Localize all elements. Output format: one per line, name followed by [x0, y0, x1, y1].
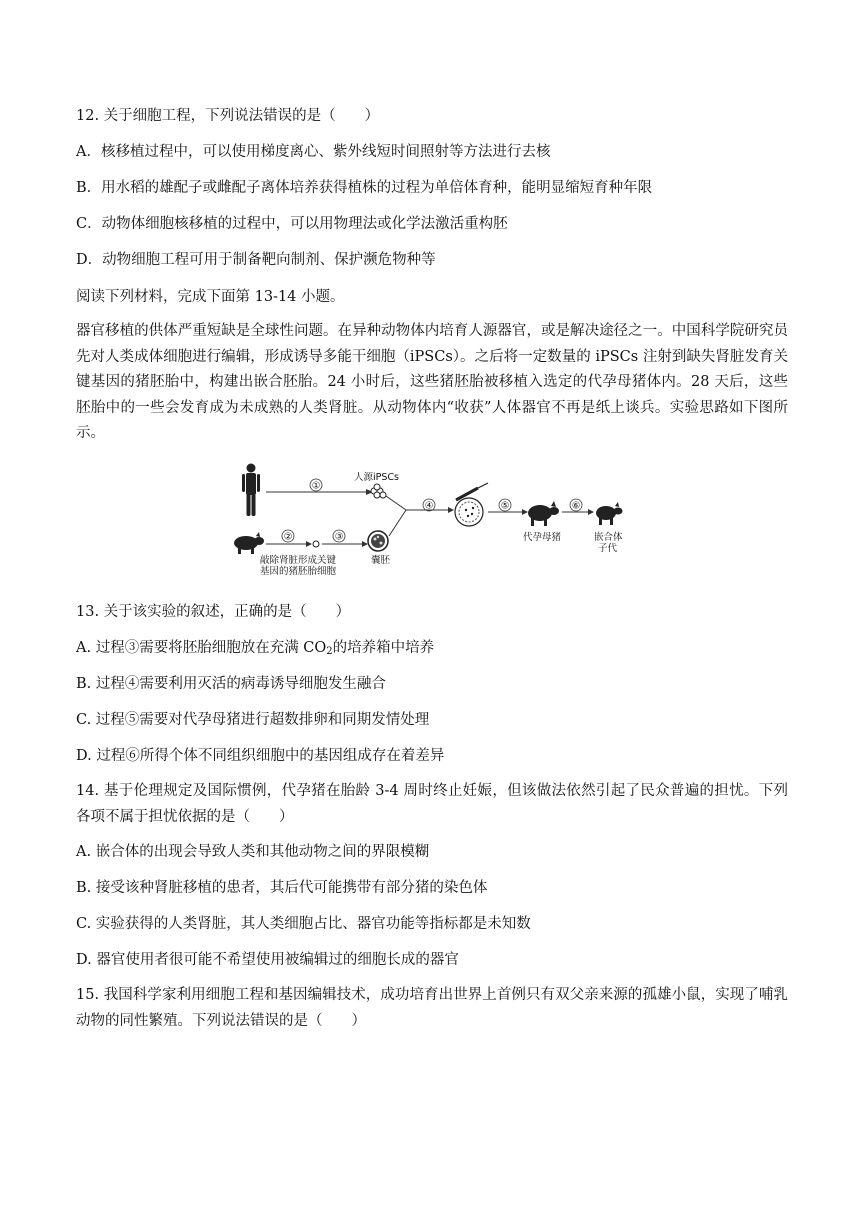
reading-intro: 阅读下列材料，完成下面第 13-14 小题。	[76, 289, 345, 305]
embryo-cell-label-1: 敲除肾脏形成关键	[260, 555, 337, 566]
offspring-label-1: 嵌合体	[594, 532, 623, 543]
embryo-cell-label-2: 基因的猪胚胎细胞	[260, 566, 337, 577]
q15-stem: 15. 我国科学家利用细胞工程和基因编辑技术，成功培育出世界上首例只有双父亲来源的孤雄小鼠，实现了哺乳动物的同性繁殖。下列说法错误的是（ ）	[76, 987, 788, 1029]
offspring-pig-icon	[596, 502, 623, 525]
step-6-label: ⑥	[571, 500, 581, 512]
q14-stem: 14. 基于伦理规定及国际惯例，代孕猪在胎龄 3-4 周时终止妊娠，但该做法依然引起了民众普遍的担忧。下列各项不属于担忧依据的是（ ）	[76, 783, 788, 825]
human-icon	[242, 464, 260, 517]
ipsc-label: 人源iPSCs	[354, 472, 399, 483]
blastocyst-icon	[368, 531, 388, 551]
ipsc-cluster-icon	[371, 484, 386, 498]
q13-option-a-subscript: 2	[326, 646, 333, 657]
surrogate-label: 代孕母猪	[523, 532, 562, 543]
step-1-label: ①	[311, 480, 321, 492]
q13-stem: 13. 关于该实验的叙述，正确的是（ ）	[76, 604, 351, 620]
q12-option-b: B．用水稻的雄配子或雌配子离体培养获得植株的过程为单倍体育种，能明显缩短育种年限	[76, 180, 653, 196]
q13-option-c: C. 过程⑤需要对代孕母猪进行超数排卵和同期发情处理	[76, 712, 430, 728]
q12-option-c: C．动物体细胞核移植的过程中，可以用物理法或化学法激活重构胚	[76, 216, 508, 232]
arrow-step-3	[322, 530, 368, 547]
step-2-label: ②	[283, 531, 293, 543]
blastocyst-label: 囊胚	[371, 555, 391, 566]
q13-option-d: D. 过程⑥所得个体不同组织细胞中的基因组成存在着差异	[76, 748, 445, 764]
pig-icon	[234, 532, 264, 554]
q14-option-b: B. 接受该种肾脏移植的患者，其后代可能携带有部分猪的染色体	[76, 880, 488, 896]
material-paragraph: 器官移植的供体严重短缺是全球性问题。在异种动物体内培育人源器官，或是解决途径之一。中国科学院研究员先对人类成体细胞进行编辑，形成诱导多能干细胞（iPSCs）。之后将一定数量的 iPSCs 注射到缺失肾脏发育关键基因的猪胚胎中，构建出嵌合胚胎。24 小时后，这些猪胚胎被移植入选定的代孕母猪体内。28 天后，这些胚胎中的一些会发育成为未成熟的人类肾脏。从动物体内“收获”人体器官不再是纸上谈兵。实验思路如下图所示。	[76, 323, 788, 441]
step-5-label: ⑤	[500, 500, 510, 512]
surrogate-pig-icon	[528, 501, 559, 526]
q14-option-d: D. 器官使用者很可能不希望使用被编辑过的细胞长成的器官	[76, 952, 459, 968]
q13-option-b: B. 过程④需要利用灭活的病毒诱导细胞发生融合	[76, 676, 386, 692]
offspring-label-2: 子代	[598, 543, 618, 554]
embryo-cell-icon	[313, 541, 319, 547]
experiment-diagram	[226, 460, 646, 584]
step-3-label: ③	[334, 531, 344, 543]
q13-option-a-text: A. 过程③需要将胚胎细胞放在充满 CO	[76, 640, 327, 656]
q12-option-a: A．核移植过程中，可以使用梯度离心、紫外线短时间照射等方法进行去核	[76, 144, 551, 160]
q13-option-a	[76, 638, 434, 658]
merge-lines	[386, 496, 406, 536]
chimeric-embryo-icon	[455, 483, 488, 526]
q12-option-d: D．动物细胞工程可用于制备靶向制剂、保护濒危物种等	[76, 252, 436, 268]
step-4-label: ④	[424, 500, 434, 512]
q13-option-a-text-end: 的培养箱中培养	[332, 640, 435, 656]
q14-option-a: A. 嵌合体的出现会导致人类和其他动物之间的界限模糊	[76, 844, 430, 860]
q14-option-c: C. 实验获得的人类肾脏，其人类细胞占比、器官功能等指标都是未知数	[76, 916, 531, 932]
q12-stem: 12. 关于细胞工程，下列说法错误的是（ ）	[76, 108, 380, 124]
